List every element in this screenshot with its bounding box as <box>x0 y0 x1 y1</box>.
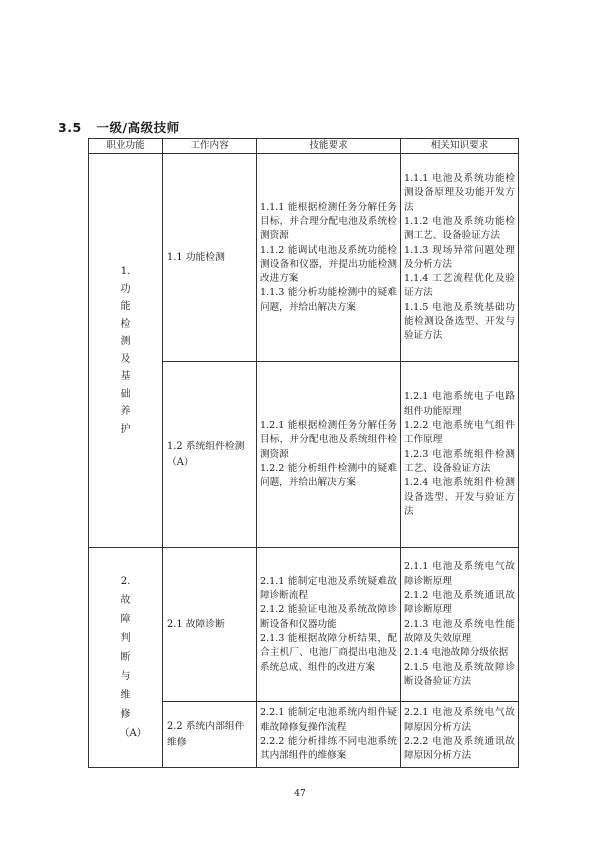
requirement-item: 1.1.1 电池及系统功能检测设备原理及功能开发方法 <box>404 173 515 213</box>
skill-cell-1-2 <box>257 362 401 548</box>
table-row <box>89 154 519 362</box>
requirement-item: 2.1.5 电池及系统故障诊断设备验证方法 <box>404 661 515 687</box>
skill-cell-1-1 <box>257 154 401 362</box>
requirement-item: 2.2.2 电池及系统通讯故障原因分析方法 <box>404 735 515 762</box>
requirement-item: 1.1.2 电池及系统功能检测工艺、设备验证方法 <box>404 215 515 242</box>
requirement-item: 2.1.4 电池故障分级依据 <box>404 647 509 659</box>
header-knowledge-requirements: 相关知识要求 <box>401 139 519 154</box>
requirement-item: 1.1.1 能根据检测任务分解任务目标，并合理分配电池及系统检测资源 <box>260 201 397 242</box>
function-char: 2. <box>120 576 131 588</box>
skill-standard-table <box>88 138 519 768</box>
requirement-item: 2.1.3 能根据故障分析结果，配合主机厂、电池厂商提出电池及系统总成、组件的改进方案 <box>260 632 397 673</box>
requirement-item: 1.2.1 电池系统电子电路组件功能原理 <box>404 391 515 417</box>
requirement-item: 2.1.1 能制定电池及系统疑难故障诊断流程 <box>260 575 397 602</box>
work-cell-1-2: 1.2 系统组件检测（A） <box>163 362 257 548</box>
requirement-item: 2.1.3 电池及系统电性能故障及失效原理 <box>404 618 515 644</box>
knowledge-cell-1-2 <box>401 362 519 548</box>
requirement-item: 1.2.2 电池系统电气组件工作原理 <box>404 420 515 446</box>
requirement-item: 1.2.1 能根据检测任务分解任务目标，并分配电池及系统组件检测资源 <box>260 420 397 460</box>
function-char: 基 <box>120 371 131 383</box>
section-number: 3.5 <box>58 120 82 135</box>
section-title: 一级/高级技师 <box>96 120 180 135</box>
function-char: 故 <box>120 595 131 607</box>
function-cell-1 <box>89 154 163 548</box>
requirement-item: 1.1.3 能分析功能检测中的疑难问题，并给出解决方案 <box>260 287 397 313</box>
function-char: （A） <box>119 728 147 740</box>
function-char: 及 <box>120 353 131 365</box>
header-function: 职业功能 <box>89 139 163 154</box>
function-char: 1. <box>120 266 131 278</box>
header-skill-requirements: 技能要求 <box>257 139 401 154</box>
work-cell-1-1: 1.1 功能检测 <box>163 154 257 362</box>
requirement-item: 1.1.5 电池及系统基础功能检测设备选型、开发与验证方法 <box>404 301 515 342</box>
function-char: 功 <box>120 283 131 295</box>
knowledge-cell-2-1 <box>401 548 519 702</box>
requirement-item: 2.2.1 电池及系统电气故障原因分析方法 <box>404 707 515 733</box>
function-char: 判 <box>120 633 131 645</box>
skill-cell-2-2 <box>257 702 401 768</box>
skill-cell-2-1 <box>257 548 401 702</box>
function-char: 养 <box>120 406 131 418</box>
requirement-item: 2.2.2 能分析排练不同电池系统其内部组件的维修案 <box>260 735 397 762</box>
function-char: 断 <box>120 652 131 664</box>
requirement-item: 1.1.3 现场异常问题处理及分析方法 <box>404 244 515 270</box>
requirement-item: 1.2.4 电池系统组件检测设备选型、开发与验证方法 <box>404 477 515 517</box>
requirement-item: 2.1.2 能验证电池及系统故障诊断设备和仪器功能 <box>260 604 397 630</box>
function-char: 与 <box>120 671 131 683</box>
table-header-row <box>89 139 519 154</box>
work-cell-2-1: 2.1 故障诊断 <box>163 548 257 702</box>
function-char: 维 <box>120 690 131 702</box>
work-cell-2-2: 2.2 系统内部组件维修 <box>163 702 257 768</box>
requirement-item: 1.2.3 电池系统组件检测工艺、设备验证方法 <box>404 448 515 474</box>
function-char: 测 <box>120 336 131 348</box>
function-char: 护 <box>120 423 131 435</box>
page-number: 47 <box>294 789 306 799</box>
function-char: 障 <box>120 614 131 626</box>
requirement-item: 1.2.2 能分析组件检测中的疑难问题，并给出解决方案 <box>260 462 397 489</box>
knowledge-cell-1-1 <box>401 154 519 362</box>
knowledge-cell-2-2 <box>401 702 519 768</box>
function-char: 检 <box>120 318 131 330</box>
requirement-item: 2.1.2 电池及系统通讯故障诊断原理 <box>404 590 515 616</box>
function-char: 能 <box>120 301 131 313</box>
header-work-content: 工作内容 <box>163 139 257 154</box>
section-heading <box>58 118 180 136</box>
requirement-item: 2.1.1 电池及系统电气故障诊断原理 <box>404 561 515 587</box>
table-row <box>89 548 519 702</box>
requirement-item: 2.2.1 能制定电池系统内组件疑难故障修复操作流程 <box>260 707 397 733</box>
requirement-item: 1.1.4 工艺流程优化及验证方法 <box>404 273 515 299</box>
requirement-item: 1.1.2 能调试电池及系统功能检测设备和仪器，并提出功能检测改进方案 <box>260 244 397 285</box>
function-char: 础 <box>120 388 131 400</box>
function-2-label <box>119 572 147 743</box>
function-1-label <box>120 263 132 438</box>
function-char: 修 <box>120 709 131 721</box>
function-cell-2 <box>89 548 163 768</box>
